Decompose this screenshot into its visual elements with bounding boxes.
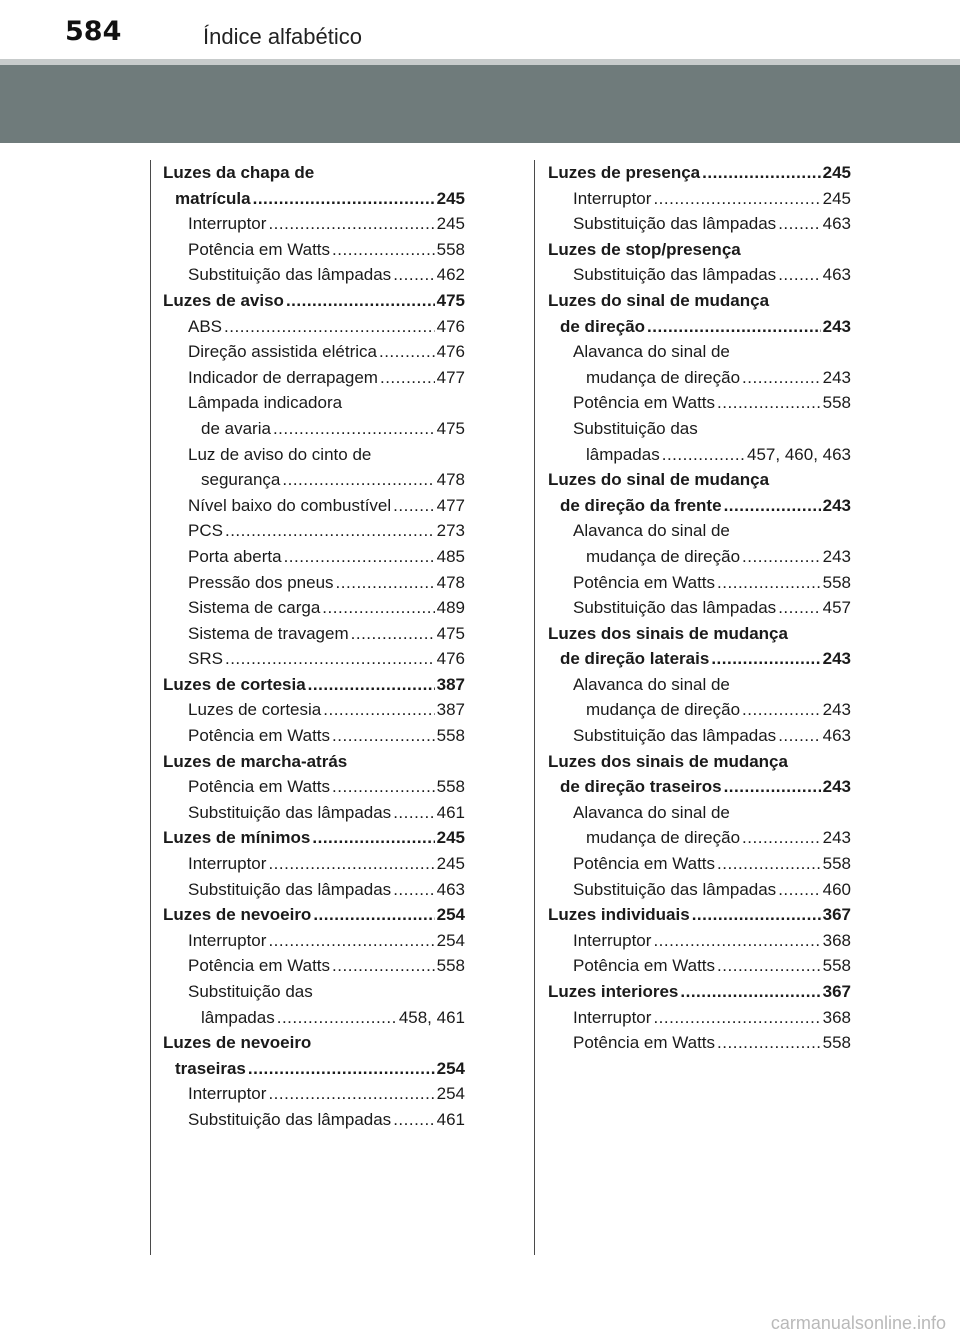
index-sub-entry <box>163 646 465 672</box>
index-term: Interruptor <box>188 1084 267 1104</box>
index-term: Direção assistida elétrica <box>188 342 377 362</box>
index-sub-entry <box>548 518 851 544</box>
index-sub-entry <box>163 953 465 979</box>
index-heading-entry <box>548 467 851 493</box>
index-term: Nível baixo do combustível <box>188 495 392 515</box>
page-reference: 558 <box>822 393 851 413</box>
index-term: Luzes de aviso <box>163 290 284 310</box>
index-term: Luzes da chapa de <box>163 163 315 182</box>
index-term: Interruptor <box>188 854 267 874</box>
page-reference: 243 <box>822 777 851 797</box>
index-heading-entry <box>548 902 851 928</box>
dot-leader <box>393 800 434 826</box>
index-term: Alavanca do sinal de <box>573 802 730 822</box>
dot-leader <box>225 518 435 544</box>
page-reference: 463 <box>436 879 465 899</box>
dot-leader <box>717 851 821 877</box>
dot-leader <box>393 877 434 903</box>
index-term: Luzes dos sinais de mudança <box>548 751 788 771</box>
dot-leader <box>273 416 435 442</box>
index-sub-entry <box>163 314 465 340</box>
index-term: Potência em Watts <box>188 777 331 797</box>
page-reference: 245 <box>822 188 851 208</box>
index-term: Luzes de presença <box>548 163 701 182</box>
dot-leader <box>717 953 821 979</box>
dot-leader <box>332 953 435 979</box>
page-reference: 485 <box>436 546 465 566</box>
index-term: lâmpadas <box>201 1007 275 1027</box>
index-heading-entry <box>163 1030 465 1056</box>
index-term: Alavanca do sinal de <box>573 674 730 694</box>
index-term: Substituição das lâmpadas <box>188 265 392 285</box>
header-band <box>0 65 960 143</box>
dot-leader <box>778 262 820 288</box>
page-reference: 457, 460, 463 <box>747 444 851 464</box>
dot-leader <box>717 570 821 596</box>
page-reference: 477 <box>436 367 465 387</box>
index-term: Substituição das lâmpadas <box>188 1109 392 1129</box>
index-term: de direção laterais <box>560 649 710 669</box>
index-heading-entry <box>548 314 851 340</box>
dot-leader <box>253 186 435 212</box>
index-sub-entry <box>163 774 465 800</box>
index-sub-entry <box>548 697 851 723</box>
index-term: de direção <box>560 316 646 336</box>
index-sub-entry <box>163 1005 465 1031</box>
dot-leader <box>268 928 434 954</box>
dot-leader <box>379 339 435 365</box>
page-reference: 460 <box>822 879 851 899</box>
page-reference: 476 <box>436 316 465 336</box>
dot-leader <box>647 314 821 340</box>
column-rule-center <box>534 160 535 1255</box>
index-term: de avaria <box>201 418 271 438</box>
index-term: Sistema de carga <box>188 598 321 618</box>
index-term: Luzes do sinal de mudança <box>548 470 770 490</box>
dot-leader <box>692 902 821 928</box>
page-reference: 478 <box>436 470 465 490</box>
page-reference: 558 <box>822 1033 851 1053</box>
index-term: Luz de aviso do cinto de <box>188 444 372 464</box>
index-term: Substituição das lâmpadas <box>188 802 392 822</box>
dot-leader <box>393 262 434 288</box>
index-term: mudança de direção <box>586 367 741 387</box>
dot-leader <box>778 211 820 237</box>
index-sub-entry <box>548 595 851 621</box>
index-sub-entry <box>548 442 851 468</box>
page-reference: 243 <box>822 649 851 669</box>
index-sub-entry <box>548 570 851 596</box>
index-sub-entry <box>548 953 851 979</box>
page-reference: 245 <box>436 854 465 874</box>
index-heading-entry <box>163 902 465 928</box>
index-sub-entry <box>163 979 465 1005</box>
dot-leader <box>778 723 820 749</box>
dot-leader <box>717 1030 821 1056</box>
index-term: de direção traseiros <box>560 777 722 797</box>
index-sub-entry <box>548 825 851 851</box>
watermark: carmanualsonline.info <box>770 1313 946 1333</box>
dot-leader <box>653 186 820 212</box>
index-term: mudança de direção <box>586 546 741 566</box>
index-sub-entry <box>548 544 851 570</box>
section-title: Índice alfabético <box>203 24 362 49</box>
dot-leader <box>742 697 821 723</box>
page-reference: 458, 461 <box>398 1007 465 1027</box>
page-reference: 457 <box>822 598 851 618</box>
index-sub-entry <box>163 416 465 442</box>
index-sub-entry <box>163 211 465 237</box>
index-sub-entry <box>163 493 465 519</box>
index-sub-entry <box>548 390 851 416</box>
index-sub-entry <box>163 1081 465 1107</box>
index-sub-entry <box>548 672 851 698</box>
dot-leader <box>323 697 434 723</box>
dot-leader <box>778 595 820 621</box>
page-reference: 463 <box>822 214 851 234</box>
page-reference: 462 <box>436 265 465 285</box>
page-reference: 489 <box>436 598 465 618</box>
index-term: Luzes interiores <box>548 982 679 1001</box>
index-column-left <box>163 160 465 1133</box>
index-sub-entry <box>163 570 465 596</box>
index-term: Luzes de mínimos <box>163 828 311 848</box>
page-reference: 477 <box>436 495 465 515</box>
index-term: Potência em Watts <box>573 393 716 413</box>
index-heading-entry <box>548 646 851 672</box>
dot-leader <box>322 595 434 621</box>
page-reference: 476 <box>436 342 465 362</box>
index-term: Luzes dos sinais de mudança <box>548 623 788 643</box>
index-sub-entry <box>163 723 465 749</box>
index-term: Substituição das <box>573 418 698 438</box>
dot-leader <box>268 211 434 237</box>
dot-leader <box>282 467 434 493</box>
index-sub-entry <box>548 262 851 288</box>
dot-leader <box>225 646 435 672</box>
page-reference: 245 <box>822 163 851 182</box>
dot-leader <box>332 774 435 800</box>
index-term: Alavanca do sinal de <box>573 521 730 541</box>
dot-leader <box>724 493 821 519</box>
dot-leader <box>308 672 435 698</box>
page-reference: 254 <box>436 905 465 925</box>
page-reference: 254 <box>436 1058 465 1078</box>
index-sub-entry <box>163 518 465 544</box>
dot-leader <box>742 365 821 391</box>
index-heading-entry <box>548 288 851 314</box>
index-sub-entry <box>163 928 465 954</box>
index-heading-entry <box>548 774 851 800</box>
index-term: Potência em Watts <box>188 956 331 976</box>
index-term: Substituição das lâmpadas <box>188 879 392 899</box>
index-sub-entry <box>163 1107 465 1133</box>
dot-leader <box>742 825 821 851</box>
index-sub-entry <box>163 339 465 365</box>
dot-leader <box>351 621 435 647</box>
index-term: PCS <box>188 521 223 541</box>
index-heading-entry <box>163 288 465 314</box>
index-heading-entry <box>163 825 465 851</box>
index-sub-entry <box>163 800 465 826</box>
dot-leader <box>332 237 435 263</box>
index-term: Pressão dos pneus <box>188 572 334 592</box>
index-column-right <box>548 160 851 1056</box>
page-reference: 558 <box>436 239 465 259</box>
index-heading-entry <box>163 160 465 186</box>
index-term: Substituição das lâmpadas <box>573 265 777 285</box>
dot-leader <box>313 902 434 928</box>
index-heading-entry <box>163 672 465 698</box>
index-sub-entry <box>548 416 851 442</box>
dot-leader <box>702 160 821 186</box>
dot-leader <box>268 1081 434 1107</box>
index-term: lâmpadas <box>586 444 660 464</box>
index-term: Potência em Watts <box>188 239 331 259</box>
dot-leader <box>312 825 434 851</box>
column-rule-left <box>150 160 151 1255</box>
page-reference: 367 <box>822 982 851 1001</box>
index-sub-entry <box>548 877 851 903</box>
dot-leader <box>653 928 820 954</box>
page-reference: 463 <box>822 726 851 746</box>
page-reference: 558 <box>436 777 465 797</box>
index-term: Alavanca do sinal de <box>573 342 730 362</box>
index-term: mudança de direção <box>586 700 741 720</box>
index-term: Interruptor <box>188 214 267 234</box>
page-reference: 558 <box>822 854 851 874</box>
index-term: Substituição das lâmpadas <box>573 879 777 899</box>
index-heading-entry <box>163 1056 465 1082</box>
index-sub-entry <box>548 1030 851 1056</box>
dot-leader <box>284 544 435 570</box>
page-reference: 245 <box>436 828 465 848</box>
index-term: Luzes de cortesia <box>163 674 306 694</box>
page-reference: 368 <box>822 1007 851 1027</box>
dot-leader <box>286 288 435 314</box>
index-heading-entry <box>548 493 851 519</box>
index-term: mudança de direção <box>586 828 741 848</box>
page-header <box>0 0 960 62</box>
index-term: SRS <box>188 649 223 669</box>
index-sub-entry <box>163 442 465 468</box>
index-term: traseiras <box>175 1058 246 1078</box>
index-sub-entry <box>548 1005 851 1031</box>
dot-leader <box>268 851 434 877</box>
dot-leader <box>680 979 820 1005</box>
dot-leader <box>393 493 434 519</box>
index-sub-entry <box>163 621 465 647</box>
page-reference: 243 <box>822 367 851 387</box>
index-term: Potência em Watts <box>573 854 716 874</box>
page-reference: 245 <box>436 214 465 234</box>
dot-leader <box>248 1056 435 1082</box>
index-term: segurança <box>201 470 281 490</box>
index-term: Luzes de stop/presença <box>548 239 741 259</box>
dot-leader <box>224 314 435 340</box>
index-term: Luzes do sinal de mudança <box>548 290 770 310</box>
index-sub-entry <box>163 544 465 570</box>
dot-leader <box>393 1107 434 1133</box>
index-term: Lâmpada indicadora <box>188 393 343 413</box>
index-sub-entry <box>163 262 465 288</box>
page-reference: 254 <box>436 1084 465 1104</box>
dot-leader <box>717 390 821 416</box>
index-sub-entry <box>163 595 465 621</box>
index-term: Substituição das lâmpadas <box>573 726 777 746</box>
dot-leader <box>653 1005 820 1031</box>
page-reference: 461 <box>436 1109 465 1129</box>
page-reference: 558 <box>436 726 465 746</box>
index-term: Potência em Watts <box>188 726 331 746</box>
page-reference: 243 <box>822 546 851 566</box>
page-reference: 475 <box>436 418 465 438</box>
dot-leader <box>332 723 435 749</box>
index-term: Porta aberta <box>188 546 282 566</box>
index-term: Substituição das lâmpadas <box>573 598 777 618</box>
index-term: de direção da frente <box>560 495 722 515</box>
page-reference: 387 <box>436 700 465 720</box>
index-term: Potência em Watts <box>573 956 716 976</box>
page-reference: 245 <box>436 188 465 208</box>
index-sub-entry <box>548 928 851 954</box>
index-heading-entry <box>163 749 465 775</box>
index-sub-entry <box>548 186 851 212</box>
page-reference: 476 <box>436 649 465 669</box>
index-heading-entry <box>548 749 851 775</box>
index-term: matrícula <box>175 188 251 208</box>
page-reference: 243 <box>822 316 851 336</box>
page-reference: 558 <box>822 572 851 592</box>
index-term: Potência em Watts <box>573 1033 716 1053</box>
dot-leader <box>711 646 820 672</box>
dot-leader <box>724 774 821 800</box>
index-term: Luzes individuais <box>548 905 690 925</box>
index-heading-entry <box>548 237 851 263</box>
index-term: Substituição das <box>188 982 313 1001</box>
index-term: Potência em Watts <box>573 572 716 592</box>
index-sub-entry <box>163 467 465 493</box>
index-heading-entry <box>163 186 465 212</box>
page-reference: 475 <box>436 623 465 643</box>
page-reference: 478 <box>436 572 465 592</box>
page-reference: 387 <box>436 674 465 694</box>
index-sub-entry <box>163 877 465 903</box>
index-heading-entry <box>548 621 851 647</box>
index-term: Interruptor <box>573 930 652 950</box>
page-reference: 243 <box>822 700 851 720</box>
index-sub-entry <box>163 851 465 877</box>
page-reference: 463 <box>822 265 851 285</box>
dot-leader <box>380 365 435 391</box>
index-sub-entry <box>548 365 851 391</box>
dot-leader <box>742 544 821 570</box>
index-term: Interruptor <box>188 930 267 950</box>
page-reference: 254 <box>436 930 465 950</box>
page-reference: 558 <box>436 956 465 976</box>
dot-leader <box>277 1005 397 1031</box>
index-sub-entry <box>548 211 851 237</box>
index-term: Indicador de derrapagem <box>188 367 378 387</box>
index-term: ABS <box>188 316 223 336</box>
index-term: Luzes de nevoeiro <box>163 905 312 925</box>
page-reference: 558 <box>822 956 851 976</box>
index-term: Luzes de nevoeiro <box>163 1033 312 1053</box>
index-sub-entry <box>548 800 851 826</box>
index-sub-entry <box>163 237 465 263</box>
page-reference: 367 <box>822 905 851 925</box>
index-term: Luzes de marcha-atrás <box>163 751 348 771</box>
dot-leader <box>336 570 435 596</box>
index-heading-entry <box>548 160 851 186</box>
page-reference: 243 <box>822 828 851 848</box>
index-sub-entry <box>548 339 851 365</box>
page-reference: 475 <box>436 290 465 310</box>
index-sub-entry <box>548 723 851 749</box>
index-sub-entry <box>163 697 465 723</box>
index-term: Interruptor <box>573 1007 652 1027</box>
page-reference: 273 <box>436 521 465 541</box>
index-sub-entry <box>163 365 465 391</box>
page-reference: 368 <box>822 930 851 950</box>
dot-leader <box>662 442 745 468</box>
index-term: Interruptor <box>573 188 652 208</box>
index-sub-entry <box>163 390 465 416</box>
page-reference: 461 <box>436 802 465 822</box>
page-number: 584 <box>65 16 122 47</box>
index-term: Substituição das lâmpadas <box>573 214 777 234</box>
index-term: Luzes de cortesia <box>188 700 322 720</box>
page-reference: 243 <box>822 495 851 515</box>
index-heading-entry <box>548 979 851 1005</box>
index-term: Sistema de travagem <box>188 623 349 643</box>
index-sub-entry <box>548 851 851 877</box>
dot-leader <box>778 877 820 903</box>
